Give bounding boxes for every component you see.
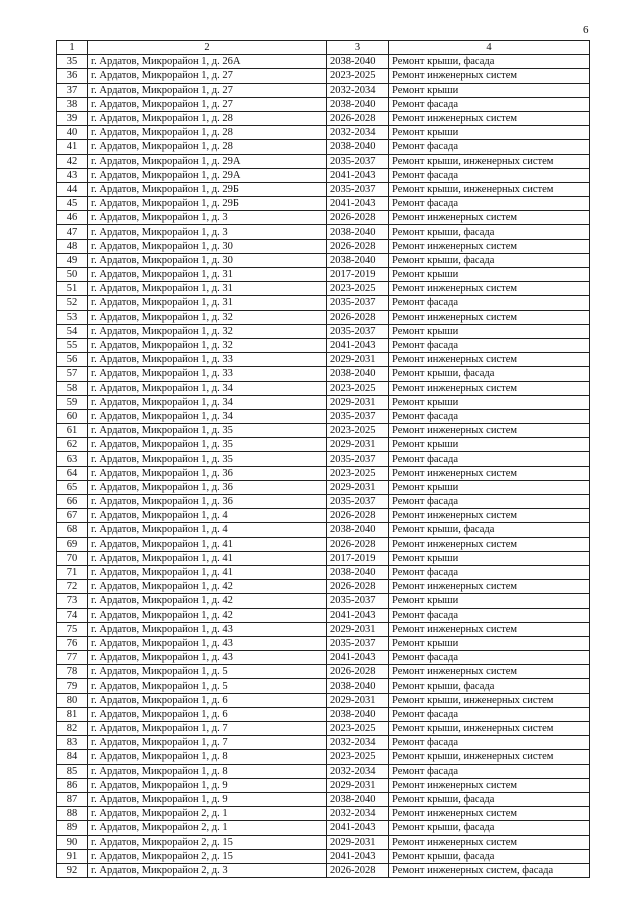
table-row <box>57 792 590 806</box>
period-cell: 2041-2043 <box>327 197 389 211</box>
address-cell: г. Ардатов, Микрорайон 1, д. 31 <box>88 268 327 282</box>
period-cell: 2035-2037 <box>327 296 389 310</box>
period-cell: 2017-2019 <box>327 268 389 282</box>
table-row <box>57 636 590 650</box>
work-type-cell: Ремонт крыши, инженерных систем <box>389 722 590 736</box>
period-cell: 2038-2040 <box>327 707 389 721</box>
period-cell: 2026-2028 <box>327 665 389 679</box>
work-type-cell: Ремонт фасада <box>389 97 590 111</box>
row-number-cell: 88 <box>57 807 88 821</box>
row-number-cell: 72 <box>57 580 88 594</box>
address-cell: г. Ардатов, Микрорайон 1, д. 34 <box>88 381 327 395</box>
period-cell: 2029-2031 <box>327 395 389 409</box>
row-number-cell: 55 <box>57 338 88 352</box>
table-row <box>57 338 590 352</box>
address-cell: г. Ардатов, Микрорайон 1, д. 8 <box>88 764 327 778</box>
address-cell: г. Ардатов, Микрорайон 2, д. 1 <box>88 821 327 835</box>
row-number-cell: 49 <box>57 253 88 267</box>
row-number-cell: 44 <box>57 182 88 196</box>
work-type-cell: Ремонт фасада <box>389 764 590 778</box>
period-cell: 2035-2037 <box>327 154 389 168</box>
row-number-cell: 47 <box>57 225 88 239</box>
row-number-cell: 69 <box>57 537 88 551</box>
page-number: 6 <box>583 24 589 36</box>
table-header-row <box>57 41 590 55</box>
address-cell: г. Ардатов, Микрорайон 1, д. 31 <box>88 282 327 296</box>
table-row <box>57 778 590 792</box>
table-row <box>57 565 590 579</box>
work-type-cell: Ремонт инженерных систем <box>389 509 590 523</box>
row-number-cell: 76 <box>57 636 88 650</box>
work-type-cell: Ремонт крыши <box>389 268 590 282</box>
table-row <box>57 282 590 296</box>
address-cell: г. Ардатов, Микрорайон 1, д. 6 <box>88 707 327 721</box>
row-number-cell: 92 <box>57 863 88 877</box>
address-cell: г. Ардатов, Микрорайон 1, д. 34 <box>88 395 327 409</box>
period-cell: 2038-2040 <box>327 367 389 381</box>
work-type-cell: Ремонт крыши, фасада <box>389 225 590 239</box>
table-row <box>57 693 590 707</box>
table-row <box>57 126 590 140</box>
address-cell: г. Ардатов, Микрорайон 1, д. 3 <box>88 211 327 225</box>
table-row <box>57 253 590 267</box>
period-cell: 2041-2043 <box>327 651 389 665</box>
row-number-cell: 51 <box>57 282 88 296</box>
period-cell: 2035-2037 <box>327 636 389 650</box>
address-cell: г. Ардатов, Микрорайон 1, д. 6 <box>88 693 327 707</box>
work-type-cell: Ремонт инженерных систем <box>389 111 590 125</box>
period-cell: 2023-2025 <box>327 750 389 764</box>
table-row <box>57 509 590 523</box>
work-type-cell: Ремонт фасада <box>389 707 590 721</box>
table-row <box>57 679 590 693</box>
row-number-cell: 84 <box>57 750 88 764</box>
work-type-cell: Ремонт фасада <box>389 296 590 310</box>
table-row <box>57 140 590 154</box>
row-number-cell: 75 <box>57 622 88 636</box>
work-type-cell: Ремонт инженерных систем <box>389 381 590 395</box>
row-number-cell: 36 <box>57 69 88 83</box>
work-type-cell: Ремонт крыши, фасада <box>389 55 590 69</box>
work-type-cell: Ремонт фасада <box>389 565 590 579</box>
period-cell: 2032-2034 <box>327 764 389 778</box>
table-row <box>57 367 590 381</box>
work-type-cell: Ремонт инженерных систем <box>389 310 590 324</box>
period-cell: 2029-2031 <box>327 353 389 367</box>
period-cell: 2023-2025 <box>327 424 389 438</box>
address-cell: г. Ардатов, Микрорайон 1, д. 42 <box>88 580 327 594</box>
period-cell: 2029-2031 <box>327 693 389 707</box>
period-cell: 2041-2043 <box>327 608 389 622</box>
period-cell: 2029-2031 <box>327 438 389 452</box>
address-cell: г. Ардатов, Микрорайон 1, д. 27 <box>88 69 327 83</box>
table-row <box>57 523 590 537</box>
work-type-cell: Ремонт инженерных систем <box>389 211 590 225</box>
period-cell: 2026-2028 <box>327 580 389 594</box>
period-cell: 2026-2028 <box>327 537 389 551</box>
row-number-cell: 54 <box>57 324 88 338</box>
table-row <box>57 97 590 111</box>
table-row <box>57 438 590 452</box>
work-type-cell: Ремонт крыши <box>389 83 590 97</box>
period-cell: 2038-2040 <box>327 140 389 154</box>
address-cell: г. Ардатов, Микрорайон 1, д. 34 <box>88 409 327 423</box>
row-number-cell: 68 <box>57 523 88 537</box>
address-cell: г. Ардатов, Микрорайон 1, д. 28 <box>88 111 327 125</box>
row-number-cell: 46 <box>57 211 88 225</box>
row-number-cell: 52 <box>57 296 88 310</box>
table-row <box>57 225 590 239</box>
row-number-cell: 90 <box>57 835 88 849</box>
work-type-cell: Ремонт фасада <box>389 338 590 352</box>
header-cell-1: 1 <box>57 41 88 55</box>
period-cell: 2035-2037 <box>327 324 389 338</box>
address-cell: г. Ардатов, Микрорайон 1, д. 29Б <box>88 182 327 196</box>
period-cell: 2038-2040 <box>327 792 389 806</box>
table-row <box>57 707 590 721</box>
address-cell: г. Ардатов, Микрорайон 1, д. 29А <box>88 154 327 168</box>
address-cell: г. Ардатов, Микрорайон 1, д. 42 <box>88 608 327 622</box>
address-cell: г. Ардатов, Микрорайон 1, д. 33 <box>88 353 327 367</box>
work-type-cell: Ремонт инженерных систем <box>389 69 590 83</box>
table-row <box>57 353 590 367</box>
table-row <box>57 452 590 466</box>
work-type-cell: Ремонт крыши, фасада <box>389 792 590 806</box>
table-row <box>57 750 590 764</box>
work-type-cell: Ремонт крыши <box>389 324 590 338</box>
row-number-cell: 58 <box>57 381 88 395</box>
row-number-cell: 64 <box>57 466 88 480</box>
address-cell: г. Ардатов, Микрорайон 1, д. 41 <box>88 537 327 551</box>
work-type-cell: Ремонт инженерных систем <box>389 622 590 636</box>
work-type-cell: Ремонт инженерных систем, фасада <box>389 863 590 877</box>
table-row <box>57 381 590 395</box>
address-cell: г. Ардатов, Микрорайон 1, д. 3 <box>88 225 327 239</box>
work-type-cell: Ремонт крыши <box>389 594 590 608</box>
period-cell: 2038-2040 <box>327 97 389 111</box>
period-cell: 2023-2025 <box>327 722 389 736</box>
work-type-cell: Ремонт крыши <box>389 395 590 409</box>
address-cell: г. Ардатов, Микрорайон 1, д. 43 <box>88 622 327 636</box>
work-type-cell: Ремонт фасада <box>389 651 590 665</box>
row-number-cell: 74 <box>57 608 88 622</box>
work-type-cell: Ремонт инженерных систем <box>389 778 590 792</box>
table-row <box>57 424 590 438</box>
work-type-cell: Ремонт инженерных систем <box>389 807 590 821</box>
address-cell: г. Ардатов, Микрорайон 1, д. 30 <box>88 253 327 267</box>
row-number-cell: 85 <box>57 764 88 778</box>
address-cell: г. Ардатов, Микрорайон 2, д. 1 <box>88 807 327 821</box>
period-cell: 2038-2040 <box>327 679 389 693</box>
address-cell: г. Ардатов, Микрорайон 2, д. 15 <box>88 849 327 863</box>
address-cell: г. Ардатов, Микрорайон 1, д. 27 <box>88 83 327 97</box>
period-cell: 2038-2040 <box>327 565 389 579</box>
work-type-cell: Ремонт крыши, фасада <box>389 367 590 381</box>
address-cell: г. Ардатов, Микрорайон 1, д. 7 <box>88 722 327 736</box>
period-cell: 2023-2025 <box>327 282 389 296</box>
address-cell: г. Ардатов, Микрорайон 1, д. 29Б <box>88 197 327 211</box>
row-number-cell: 53 <box>57 310 88 324</box>
table-row <box>57 849 590 863</box>
period-cell: 2026-2028 <box>327 310 389 324</box>
header-cell-4: 4 <box>389 41 590 55</box>
row-number-cell: 40 <box>57 126 88 140</box>
row-number-cell: 48 <box>57 239 88 253</box>
work-type-cell: Ремонт инженерных систем <box>389 537 590 551</box>
table-row <box>57 409 590 423</box>
period-cell: 2026-2028 <box>327 239 389 253</box>
table-row <box>57 651 590 665</box>
row-number-cell: 87 <box>57 792 88 806</box>
work-type-cell: Ремонт крыши <box>389 126 590 140</box>
period-cell: 2041-2043 <box>327 821 389 835</box>
table-row <box>57 835 590 849</box>
work-type-cell: Ремонт крыши <box>389 636 590 650</box>
row-number-cell: 42 <box>57 154 88 168</box>
address-cell: г. Ардатов, Микрорайон 1, д. 5 <box>88 679 327 693</box>
address-cell: г. Ардатов, Микрорайон 1, д. 8 <box>88 750 327 764</box>
period-cell: 2041-2043 <box>327 849 389 863</box>
period-cell: 2038-2040 <box>327 523 389 537</box>
address-cell: г. Ардатов, Микрорайон 1, д. 43 <box>88 651 327 665</box>
period-cell: 2035-2037 <box>327 594 389 608</box>
period-cell: 2032-2034 <box>327 83 389 97</box>
work-type-cell: Ремонт крыши, фасада <box>389 253 590 267</box>
row-number-cell: 39 <box>57 111 88 125</box>
table-row <box>57 111 590 125</box>
work-type-cell: Ремонт крыши, инженерных систем <box>389 750 590 764</box>
period-cell: 2038-2040 <box>327 253 389 267</box>
address-cell: г. Ардатов, Микрорайон 1, д. 7 <box>88 736 327 750</box>
work-type-cell: Ремонт фасада <box>389 168 590 182</box>
row-number-cell: 60 <box>57 409 88 423</box>
table-row <box>57 239 590 253</box>
period-cell: 2041-2043 <box>327 338 389 352</box>
header-cell-2: 2 <box>88 41 327 55</box>
work-type-cell: Ремонт инженерных систем <box>389 424 590 438</box>
address-cell: г. Ардатов, Микрорайон 1, д. 43 <box>88 636 327 650</box>
period-cell: 2026-2028 <box>327 863 389 877</box>
table-row <box>57 608 590 622</box>
table-row <box>57 495 590 509</box>
work-type-cell: Ремонт крыши, инженерных систем <box>389 182 590 196</box>
row-number-cell: 78 <box>57 665 88 679</box>
table-row <box>57 310 590 324</box>
address-cell: г. Ардатов, Микрорайон 1, д. 36 <box>88 480 327 494</box>
address-cell: г. Ардатов, Микрорайон 1, д. 4 <box>88 523 327 537</box>
work-type-cell: Ремонт инженерных систем <box>389 466 590 480</box>
address-cell: г. Ардатов, Микрорайон 1, д. 32 <box>88 310 327 324</box>
row-number-cell: 62 <box>57 438 88 452</box>
work-type-cell: Ремонт крыши, фасада <box>389 679 590 693</box>
table-row <box>57 736 590 750</box>
work-type-cell: Ремонт инженерных систем <box>389 580 590 594</box>
row-number-cell: 65 <box>57 480 88 494</box>
row-number-cell: 37 <box>57 83 88 97</box>
work-type-cell: Ремонт инженерных систем <box>389 282 590 296</box>
period-cell: 2032-2034 <box>327 807 389 821</box>
address-cell: г. Ардатов, Микрорайон 1, д. 31 <box>88 296 327 310</box>
address-cell: г. Ардатов, Микрорайон 1, д. 26А <box>88 55 327 69</box>
period-cell: 2035-2037 <box>327 495 389 509</box>
row-number-cell: 80 <box>57 693 88 707</box>
row-number-cell: 81 <box>57 707 88 721</box>
row-number-cell: 71 <box>57 565 88 579</box>
row-number-cell: 82 <box>57 722 88 736</box>
work-type-cell: Ремонт фасада <box>389 608 590 622</box>
period-cell: 2029-2031 <box>327 778 389 792</box>
period-cell: 2029-2031 <box>327 835 389 849</box>
work-type-cell: Ремонт крыши, фасада <box>389 849 590 863</box>
address-cell: г. Ардатов, Микрорайон 1, д. 30 <box>88 239 327 253</box>
address-cell: г. Ардатов, Микрорайон 1, д. 36 <box>88 466 327 480</box>
table-row <box>57 480 590 494</box>
period-cell: 2032-2034 <box>327 126 389 140</box>
address-cell: г. Ардатов, Микрорайон 1, д. 28 <box>88 140 327 154</box>
row-number-cell: 66 <box>57 495 88 509</box>
work-type-cell: Ремонт фасада <box>389 140 590 154</box>
row-number-cell: 56 <box>57 353 88 367</box>
work-type-cell: Ремонт крыши <box>389 551 590 565</box>
row-number-cell: 45 <box>57 197 88 211</box>
period-cell: 2032-2034 <box>327 736 389 750</box>
table-row <box>57 537 590 551</box>
table-row <box>57 55 590 69</box>
work-type-cell: Ремонт крыши, инженерных систем <box>389 693 590 707</box>
work-type-cell: Ремонт инженерных систем <box>389 665 590 679</box>
address-cell: г. Ардатов, Микрорайон 1, д. 29А <box>88 168 327 182</box>
address-cell: г. Ардатов, Микрорайон 1, д. 35 <box>88 424 327 438</box>
address-cell: г. Ардатов, Микрорайон 2, д. 15 <box>88 835 327 849</box>
address-cell: г. Ардатов, Микрорайон 2, д. 3 <box>88 863 327 877</box>
work-type-cell: Ремонт крыши, инженерных систем <box>389 154 590 168</box>
table-row <box>57 395 590 409</box>
row-number-cell: 63 <box>57 452 88 466</box>
table-row <box>57 722 590 736</box>
table-row <box>57 466 590 480</box>
table-row <box>57 665 590 679</box>
row-number-cell: 91 <box>57 849 88 863</box>
row-number-cell: 50 <box>57 268 88 282</box>
work-type-cell: Ремонт крыши, фасада <box>389 523 590 537</box>
work-type-cell: Ремонт инженерных систем <box>389 239 590 253</box>
address-cell: г. Ардатов, Микрорайон 1, д. 35 <box>88 438 327 452</box>
row-number-cell: 83 <box>57 736 88 750</box>
table-row <box>57 807 590 821</box>
row-number-cell: 73 <box>57 594 88 608</box>
row-number-cell: 41 <box>57 140 88 154</box>
address-cell: г. Ардатов, Микрорайон 1, д. 4 <box>88 509 327 523</box>
period-cell: 2026-2028 <box>327 211 389 225</box>
work-type-cell: Ремонт инженерных систем <box>389 835 590 849</box>
table-row <box>57 154 590 168</box>
work-type-cell: Ремонт фасада <box>389 409 590 423</box>
row-number-cell: 59 <box>57 395 88 409</box>
address-cell: г. Ардатов, Микрорайон 1, д. 41 <box>88 565 327 579</box>
work-type-cell: Ремонт крыши <box>389 438 590 452</box>
row-number-cell: 38 <box>57 97 88 111</box>
address-cell: г. Ардатов, Микрорайон 1, д. 42 <box>88 594 327 608</box>
period-cell: 2035-2037 <box>327 409 389 423</box>
period-cell: 2038-2040 <box>327 225 389 239</box>
address-cell: г. Ардатов, Микрорайон 1, д. 32 <box>88 324 327 338</box>
period-cell: 2023-2025 <box>327 466 389 480</box>
work-type-cell: Ремонт фасада <box>389 736 590 750</box>
row-number-cell: 67 <box>57 509 88 523</box>
table-row <box>57 764 590 778</box>
address-cell: г. Ардатов, Микрорайон 1, д. 27 <box>88 97 327 111</box>
period-cell: 2035-2037 <box>327 452 389 466</box>
period-cell: 2023-2025 <box>327 381 389 395</box>
period-cell: 2026-2028 <box>327 111 389 125</box>
row-number-cell: 35 <box>57 55 88 69</box>
table-row <box>57 197 590 211</box>
period-cell: 2041-2043 <box>327 168 389 182</box>
address-cell: г. Ардатов, Микрорайон 1, д. 35 <box>88 452 327 466</box>
address-cell: г. Ардатов, Микрорайон 1, д. 9 <box>88 792 327 806</box>
row-number-cell: 43 <box>57 168 88 182</box>
address-cell: г. Ардатов, Микрорайон 1, д. 36 <box>88 495 327 509</box>
row-number-cell: 89 <box>57 821 88 835</box>
row-number-cell: 70 <box>57 551 88 565</box>
work-type-cell: Ремонт крыши <box>389 480 590 494</box>
table-row <box>57 622 590 636</box>
period-cell: 2017-2019 <box>327 551 389 565</box>
table-row <box>57 296 590 310</box>
period-cell: 2038-2040 <box>327 55 389 69</box>
header-cell-3: 3 <box>327 41 389 55</box>
table-row <box>57 268 590 282</box>
work-type-cell: Ремонт фасада <box>389 452 590 466</box>
row-number-cell: 86 <box>57 778 88 792</box>
period-cell: 2026-2028 <box>327 509 389 523</box>
table-row <box>57 324 590 338</box>
period-cell: 2029-2031 <box>327 622 389 636</box>
period-cell: 2023-2025 <box>327 69 389 83</box>
period-cell: 2029-2031 <box>327 480 389 494</box>
table-row <box>57 211 590 225</box>
work-type-cell: Ремонт фасада <box>389 495 590 509</box>
work-type-cell: Ремонт инженерных систем <box>389 353 590 367</box>
row-number-cell: 57 <box>57 367 88 381</box>
address-cell: г. Ардатов, Микрорайон 1, д. 33 <box>88 367 327 381</box>
address-cell: г. Ардатов, Микрорайон 1, д. 28 <box>88 126 327 140</box>
address-cell: г. Ардатов, Микрорайон 1, д. 5 <box>88 665 327 679</box>
table-row <box>57 594 590 608</box>
table-row <box>57 83 590 97</box>
table-row <box>57 69 590 83</box>
row-number-cell: 79 <box>57 679 88 693</box>
table-row <box>57 551 590 565</box>
repair-schedule-table <box>56 40 590 878</box>
period-cell: 2035-2037 <box>327 182 389 196</box>
address-cell: г. Ардатов, Микрорайон 1, д. 41 <box>88 551 327 565</box>
table-row <box>57 182 590 196</box>
work-type-cell: Ремонт крыши, фасада <box>389 821 590 835</box>
table-row <box>57 168 590 182</box>
row-number-cell: 77 <box>57 651 88 665</box>
work-type-cell: Ремонт фасада <box>389 197 590 211</box>
table-row <box>57 863 590 877</box>
row-number-cell: 61 <box>57 424 88 438</box>
address-cell: г. Ардатов, Микрорайон 1, д. 32 <box>88 338 327 352</box>
address-cell: г. Ардатов, Микрорайон 1, д. 9 <box>88 778 327 792</box>
table-row <box>57 821 590 835</box>
table-row <box>57 580 590 594</box>
